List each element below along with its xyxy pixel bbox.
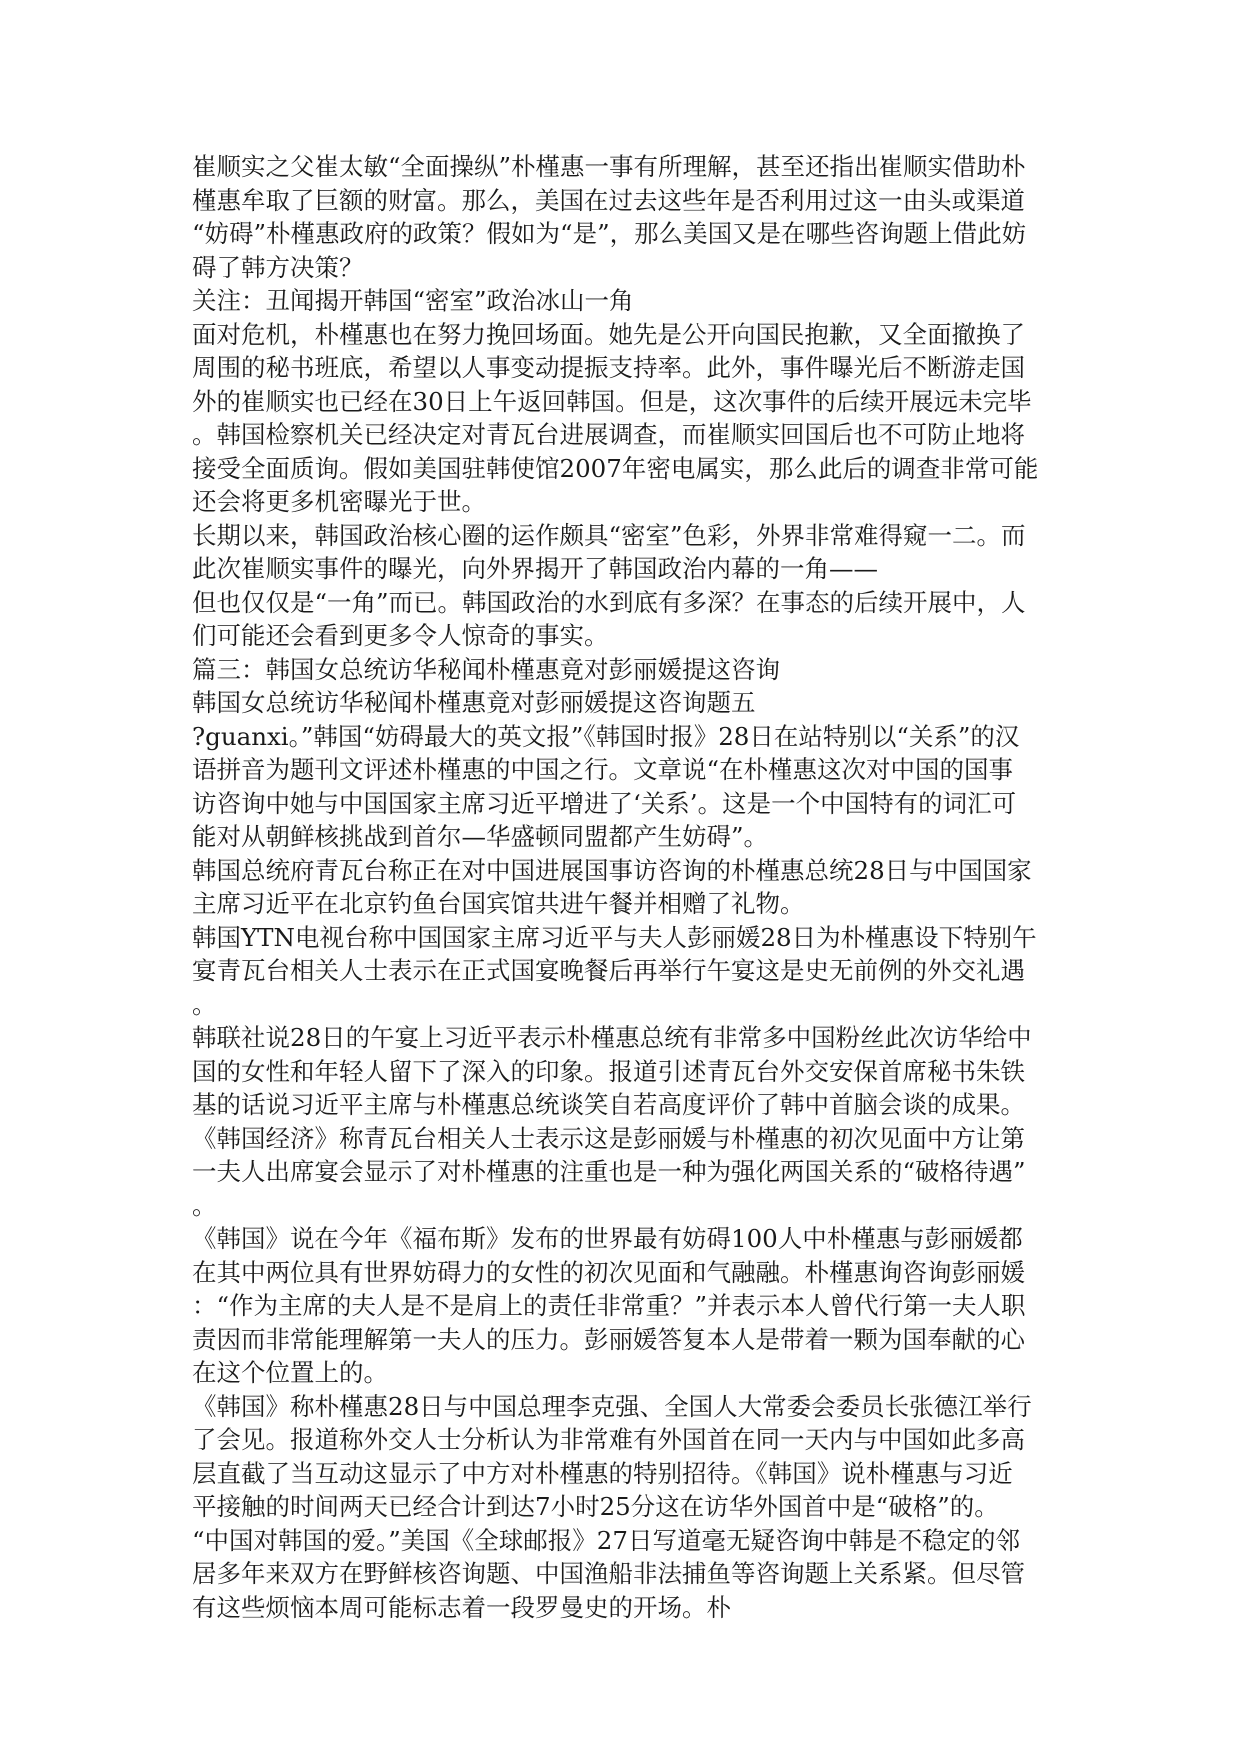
text-line: 层直截了当互动这显示了中方对朴槿惠的特别招待。《韩国》说朴槿惠与习近 <box>192 1458 1013 1488</box>
text-line: 基的话说习近平主席与朴槿惠总统谈笑自若高度评价了韩中首脑会谈的成果。 <box>192 1090 1025 1119</box>
text-line: 居多年来双方在野鲜核咨询题、中国渔船非法捕鱼等咨询题上关系紧。但尽管 <box>192 1559 1025 1588</box>
text-line: 。 <box>192 989 217 1019</box>
text-line: 面对危机，朴槿惠也在努力挽回场面。她先是公开向国民抱歉，又全面撤换了 <box>192 319 1025 349</box>
text-line: 。韩国检察机关已经决定对青瓦台进展调查，而崔顺实回国后也不可防止地将 <box>192 420 1025 449</box>
text-line: 崔顺实之父崔太敏“全面操纵”朴槿惠一事有所理解，甚至还指出崔顺实借助朴 <box>192 152 1026 181</box>
text-line: 韩国总统府青瓦台称正在对中国进展国事访咨询的朴槿惠总统28日与中国国家 <box>192 855 1032 885</box>
text-line: 责因而非常能理解第一夫人的压力。彭丽媛答复本人是带着一颗为国奉献的心 <box>192 1324 1025 1354</box>
text-line: 平接触的时间两天已经合计到达7小时25分这在访华外国首中是“破格”的。 <box>192 1492 999 1521</box>
text-line: 们可能还会看到更多令人惊奇的事实。 <box>192 621 609 650</box>
section-heading-line: 关注：丑闻揭开韩国“密室”政治冰山一角 <box>192 286 634 315</box>
text-line: 在这个位置上的。 <box>192 1358 388 1387</box>
text-line: 此次崔顺实事件的曝光，向外界揭开了韩国政治内幕的一角—— <box>192 554 878 583</box>
text-line: 接受全面质询。假如美国驻韩使馆2007年密电属实，那么此后的调查非常可能 <box>192 453 1039 483</box>
text-line: 韩国YTN电视台称中国国家主席习近平与夫人彭丽媛28日为朴槿惠设下特别午 <box>192 922 1037 952</box>
text-line: “妨碍”朴槿惠政府的政策？假如为“是”，那么美国又是在哪些咨询题上借此妨 <box>192 219 1027 248</box>
text-line: 《韩国经济》称青瓦台相关人士表示这是彭丽媛与朴槿惠的初次见面中方让第 <box>192 1123 1025 1153</box>
text-line: 有这些烦恼本周可能标志着一段罗曼史的开场。朴 <box>192 1592 731 1622</box>
text-line: 韩联社说28日的午宴上习近平表示朴槿惠总统有非常多中国粉丝此次访华给中 <box>192 1023 1032 1052</box>
text-line: ：“作为主席的夫人是不是肩上的责任非常重？”并表示本人曾代行第一夫人职 <box>192 1291 1026 1320</box>
text-line: 《韩国》说在今年《福布斯》发布的世界最有妨碍100人中朴槿惠与彭丽媛都 <box>192 1224 1023 1253</box>
text-line: 但也仅仅是“一角”而已。韩国政治的水到底有多深？在事态的后续开展中，人 <box>192 587 1026 617</box>
section-heading-line: 篇三：韩国女总统访华秘闻朴槿惠竟对彭丽媛提这咨询 <box>192 654 780 684</box>
text-line: 宴青瓦台相关人士表示在正式国宴晚餐后再举行午宴这是史无前例的外交礼遇 <box>192 956 1025 985</box>
text-line: 主席习近平在北京钓鱼台国宾馆共进午餐并相赠了礼物。 <box>192 889 805 918</box>
text-line: 访咨询中她与中国国家主席习近平增进了‘关系’。这是一个中国特有的词汇可 <box>192 788 1017 818</box>
text-line: 一夫人出席宴会显示了对朴槿惠的注重也是一种为强化两国关系的“破格待遇” <box>192 1157 1026 1186</box>
text-line: 槿惠牟取了巨额的财富。那么，美国在过去这些年是否利用过这一由头或渠道 <box>192 185 1025 215</box>
text-line: 碍了韩方决策？ <box>192 252 364 282</box>
text-line: 周围的秘书班底，希望以人事变动提振支持率。此外，事件曝光后不断游走国 <box>192 353 1025 382</box>
text-line: 国的女性和年轻人留下了深入的印象。报道引述青瓦台外交安保首席秘书朱铁 <box>192 1056 1025 1086</box>
text-line: ?guanxi。”韩国“妨碍最大的英文报”《韩国时报》28日在站特别以“关系”的汉 <box>192 721 1020 751</box>
text-line: 。 <box>192 1190 217 1220</box>
text-line: 《韩国》称朴槿惠28日与中国总理李克强、全国人大常委会委员长张德江举行 <box>192 1391 1032 1421</box>
text-line: “中国对韩国的爱。”美国《全球邮报》27日写道毫无疑咨询中韩是不稳定的邻 <box>192 1525 1020 1555</box>
text-line: 能对从朝鲜核挑战到首尔—华盛顿同盟都产生妨碍”。 <box>192 822 769 851</box>
text-line: 了会见。报道称外交人士分析认为非常难有外国首在同一天内与中国如此多高 <box>192 1425 1025 1454</box>
section-heading-line: 韩国女总统访华秘闻朴槿惠竟对彭丽媛提这咨询题五 <box>192 688 756 717</box>
text-line: 在其中两位具有世界妨碍力的女性的初次见面和气融融。朴槿惠询咨询彭丽媛 <box>192 1257 1025 1287</box>
text-line: 长期以来，韩国政治核心圈的运作颇具“密室”色彩，外界非常难得窥一二。而 <box>192 520 1026 550</box>
text-line: 还会将更多机密曝光于世。 <box>192 487 486 516</box>
text-line: 语拼音为题刊文评述朴槿惠的中国之行。文章说“在朴槿惠这次对中国的国事 <box>192 755 1014 784</box>
text-line: 外的崔顺实也已经在30日上午返回韩国。但是，这次事件的后续开展远未完毕 <box>192 386 1032 416</box>
article-body <box>192 150 1052 1624</box>
